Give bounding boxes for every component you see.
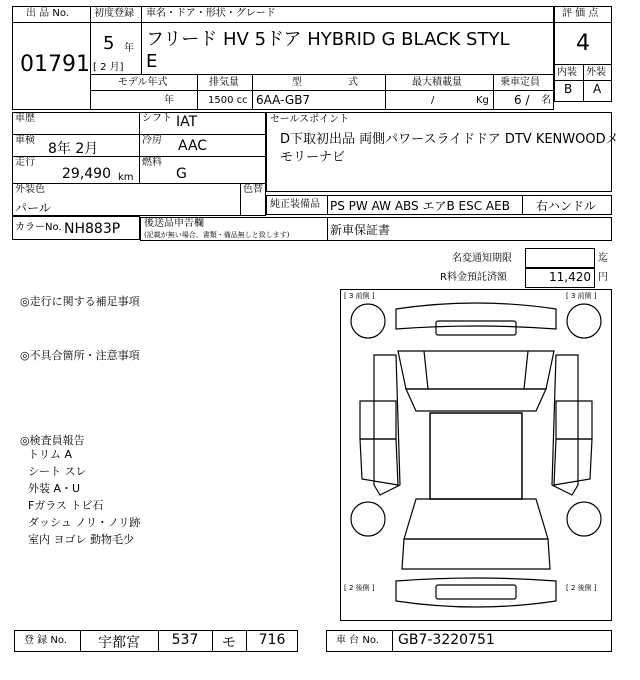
shift-label: シフト [142,113,172,124]
vehicle-name-line1: フリード HV 5ドア HYBRID G BLACK STYL [146,29,510,50]
sales-points-line2: モリーナビ [280,150,346,165]
mileage-label: 走行 [15,157,35,168]
color-label: 外装色 [15,184,45,195]
inspector-line: Fガラス トビ石 [28,499,104,512]
exterior-score: A [593,82,602,96]
vehicle-name-line2: E [146,51,158,72]
inspector-line: シート スレ [28,465,87,478]
registration-kana: モ [222,635,236,651]
diagram-front-right-tag: [ 3 前側 ] [566,292,597,300]
fuel-label: 燃料 [142,157,162,168]
mileage-value: 29,490 [62,166,111,182]
inspector-line: ダッシュ ノリ・ノリ跡 [28,516,141,529]
chassis-label: 車 台 No. [336,635,379,646]
registration-number: 716 [258,632,286,648]
recycle-fee-value: 11,420 [549,270,591,284]
inspection-value: 8年 2月 [48,141,99,157]
registration-year-unit: 年 [124,43,134,54]
chassis-number: GB7-3220751 [398,632,495,648]
color-value: パール [15,201,51,215]
max-load-unit: Kg [476,95,489,106]
diagram-front-left-tag: [ 3 前側 ] [344,292,375,300]
aftermarket-label: 後送品申告欄 [144,218,204,229]
drive-side: 右ハンドル [536,199,597,213]
exterior-label: 外装 [586,67,606,78]
mileage-unit: km [118,172,134,183]
max-load-slash: / [431,95,435,106]
vehicle-label: 車名・ドア・形状・グレード [146,8,276,19]
score-label: 評 価 点 [562,8,599,19]
registration-area: 宇都宮 [98,635,140,651]
driving-notes-title: ◎走行に関する補足事項 [20,295,140,308]
diagram-rear-right-tag: [ 2 後側 ] [566,584,597,592]
recycle-fee-unit: 円 [598,272,608,283]
score-value: 4 [576,31,590,56]
first-registration-label: 初度登録 [94,8,134,19]
registration-class: 537 [171,632,199,648]
inspector-line: トリム A [28,448,73,461]
history-label: 車歴 [15,113,35,124]
fuel-value: G [176,166,187,182]
inspector-title: ◎検査員報告 [20,434,85,447]
registration-year: 5 [103,33,115,54]
inspector-line: 室内 ヨゴレ 動物毛少 [28,533,134,546]
notice-deadline-box [525,248,595,268]
interior-score: B [564,82,573,96]
shift-value: IAT [176,114,198,130]
equipment-value: PS PW AW ABS エアB ESC AEB [330,199,510,213]
registration-month: [ 2 月] [93,62,124,73]
displacement-label: 排気量 [209,77,239,88]
model-label-b: 式 [348,77,358,88]
ac-value: AAC [178,138,208,154]
aftermarket-note: (記載が無い場合、書類・備品無しと致します) [144,231,290,239]
sales-points-label: セールスポイント [270,114,350,125]
max-load-label: 最大積載量 [412,77,462,88]
capacity-label: 乗車定員 [500,77,540,88]
capacity-value: 6 / [514,93,530,107]
displacement-value: 1500 cc [208,95,248,106]
model-label-a: 型 [292,77,302,88]
repaint-label: 色替 [243,184,263,195]
color-number-label: カラーNo. [15,222,62,233]
model-year-unit: 年 [164,95,174,106]
aftermarket-value: 新車保証書 [330,223,391,237]
color-number-value: NH883P [64,221,121,237]
registration-label: 登 録 No. [24,635,67,646]
notice-deadline-unit: 迄 [598,253,608,264]
capacity-unit: 名 [541,95,551,106]
inspector-report [28,446,268,548]
interior-label: 内装 [557,67,577,78]
equipment-label: 純正装備品 [270,199,320,210]
car-diagram [340,289,612,621]
inspector-line: 外装 A・U [28,482,81,495]
notice-deadline-label: 名変通知期限 [452,253,512,264]
defects-title: ◎不具合箇所・注意事項 [20,349,140,362]
sales-points-line1: D下取初出品 両側パワースライドドア DTV KENWOODメ [280,132,619,147]
ac-label: 冷房 [142,135,162,146]
inspection-label: 車検 [15,135,35,146]
model-year-label: モデル年式 [118,77,168,88]
lot-number: 01791 [20,52,90,77]
diagram-rear-left-tag: [ 2 後側 ] [344,584,375,592]
lot-label: 出 品 No. [26,8,69,19]
model-value: 6AA-GB7 [256,93,311,107]
recycle-fee-label: R料金預託済額 [440,272,507,283]
